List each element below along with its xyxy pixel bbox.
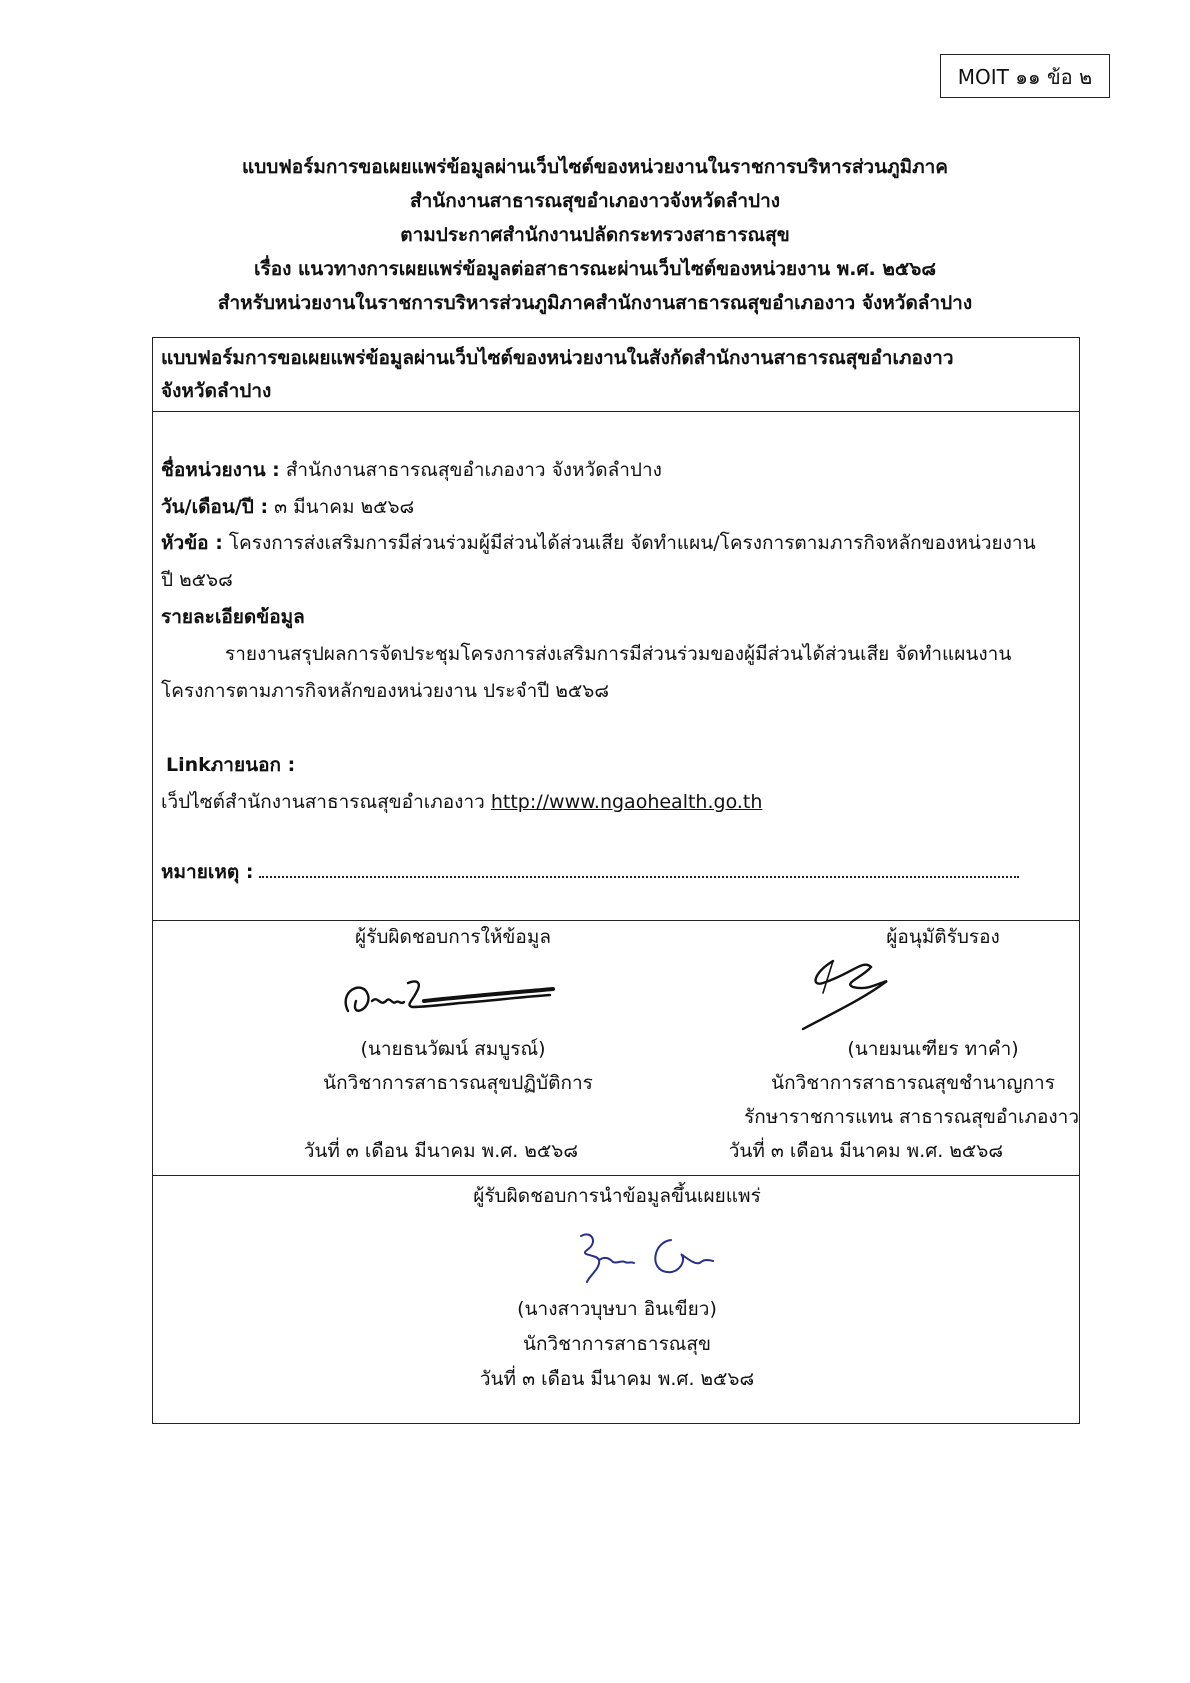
link-row (153, 784, 770, 821)
approver-signature-icon (793, 953, 913, 1033)
detail-label-row (153, 599, 313, 636)
approver-role: ผู้อนุมัติรับรอง (886, 926, 1000, 948)
note-row (153, 854, 1027, 891)
link-label-row (153, 747, 303, 784)
unit-value: สำนักงานสาธารณสุขอำเภองาว จังหวัดลำปาง (279, 459, 662, 481)
publisher-position: นักวิชาการสาธารณสุข (522, 1333, 712, 1355)
topic-label: หัวข้อ : (161, 532, 223, 554)
date-label: วัน/เดือน/ปี : (161, 496, 269, 518)
header-line-5: สำหรับหน่วยงานในราชการบริหารส่วนภูมิภาคสำนักงานสาธารณสุขอำเภองาว จังหวัดลำปาง (217, 292, 973, 314)
approval-section (153, 921, 1079, 1176)
form-title (153, 338, 1079, 412)
publisher-name: (นางสาวบุษบา อินเขียว) (517, 1298, 717, 1320)
form-code: MOIT ๑๑ ข้อ ๒ (957, 65, 1093, 89)
header-line-1: แบบฟอร์มการขอเผยแพร่ข้อมูลผ่านเว็บไซต์ของหน่วยงานในราชการบริหารส่วนภูมิภาค (241, 156, 949, 178)
info-section (153, 412, 1079, 921)
detail-row-1 (153, 636, 1019, 673)
topic-row-2 (153, 562, 241, 599)
detail-label: รายละเอียดข้อมูล (161, 606, 305, 628)
publisher-role: ผู้รับผิดชอบการนำข้อมูลขึ้นเผยแพร่ (473, 1185, 761, 1207)
date-value: ๓ มีนาคม ๒๕๖๘ (268, 496, 415, 518)
form-table (152, 337, 1080, 1424)
form-title-line-2: จังหวัดลำปาง (161, 380, 272, 402)
unit-row (153, 452, 670, 489)
form-code-box (940, 54, 1110, 98)
link-label: Linkภายนอก : (166, 754, 296, 776)
publisher-section (153, 1176, 1079, 1425)
approver-acting: รักษาราชการแทน สาธารณสุขอำเภองาว (744, 1106, 1079, 1128)
topic-value-line-2: ปี ๒๕๖๘ (161, 569, 233, 591)
approver-position: นักวิชาการสาธารณสุขชำนาญการ (771, 1072, 1055, 1094)
approver-date: วันที่ ๓ เดือน มีนาคม พ.ศ. ๒๕๖๘ (728, 1140, 1003, 1162)
date-row (153, 489, 422, 526)
responsible-name: (นายธนวัฒน์ สมบูรณ์) (360, 1038, 546, 1060)
publisher-signature-icon (561, 1224, 721, 1284)
approver-name: (นายมนเฑียร ทาคำ) (847, 1038, 1019, 1060)
external-link[interactable]: http://www.ngaohealth.go.th (490, 791, 763, 813)
responsible-position: นักวิชาการสาธารณสุขปฏิบัติการ (323, 1072, 593, 1094)
detail-row-2 (153, 673, 617, 710)
responsible-signature-icon (328, 961, 558, 1031)
note-label: หมายเหตุ : (161, 861, 254, 883)
topic-row (153, 525, 1044, 562)
header-line-2: สำนักงานสาธารณสุขอำเภองาวจังหวัดลำปาง (409, 190, 781, 212)
form-title-line-1: แบบฟอร์มการขอเผยแพร่ข้อมูลผ่านเว็บไซต์ของหน่วยงานในสังกัดสำนักงานสาธารณสุขอำเภองาว (161, 347, 954, 369)
link-description: เว็ปไซต์สำนักงานสาธารณสุขอำเภองาว (161, 791, 491, 813)
header-line-3: ตามประกาศสำนักงานปลัดกระทรวงสาธารณสุข (400, 224, 790, 246)
header-line-4: เรื่อง แนวทางการเผยแพร่ข้อมูลต่อสาธารณะผ่านเว็บไซต์ของหน่วยงาน พ.ศ. ๒๕๖๘ (254, 258, 936, 280)
responsible-date: วันที่ ๓ เดือน มีนาคม พ.ศ. ๒๕๖๘ (303, 1140, 578, 1162)
responsible-role: ผู้รับผิดชอบการให้ข้อมูล (355, 926, 551, 948)
note-dotted-line (259, 858, 1019, 878)
publisher-date: วันที่ ๓ เดือน มีนาคม พ.ศ. ๒๕๖๘ (479, 1368, 755, 1390)
unit-label: ชื่อหน่วยงาน : (161, 459, 280, 481)
topic-value: โครงการส่งเสริมการมีส่วนร่วมผู้มีส่วนได้ส่วนเสีย จัดทำแผน/โครงการตามภารกิจหลักของหน่วยงาน (222, 532, 1036, 554)
detail-line-1: รายงานสรุปผลการจัดประชุมโครงการส่งเสริมการมีส่วนร่วมของผู้มีส่วนได้ส่วนเสีย จัดทำแผนงาน (225, 643, 1012, 665)
document-header (100, 150, 1090, 320)
detail-line-2: โครงการตามภารกิจหลักของหน่วยงาน ประจำปี ๒๕๖๘ (161, 680, 609, 702)
